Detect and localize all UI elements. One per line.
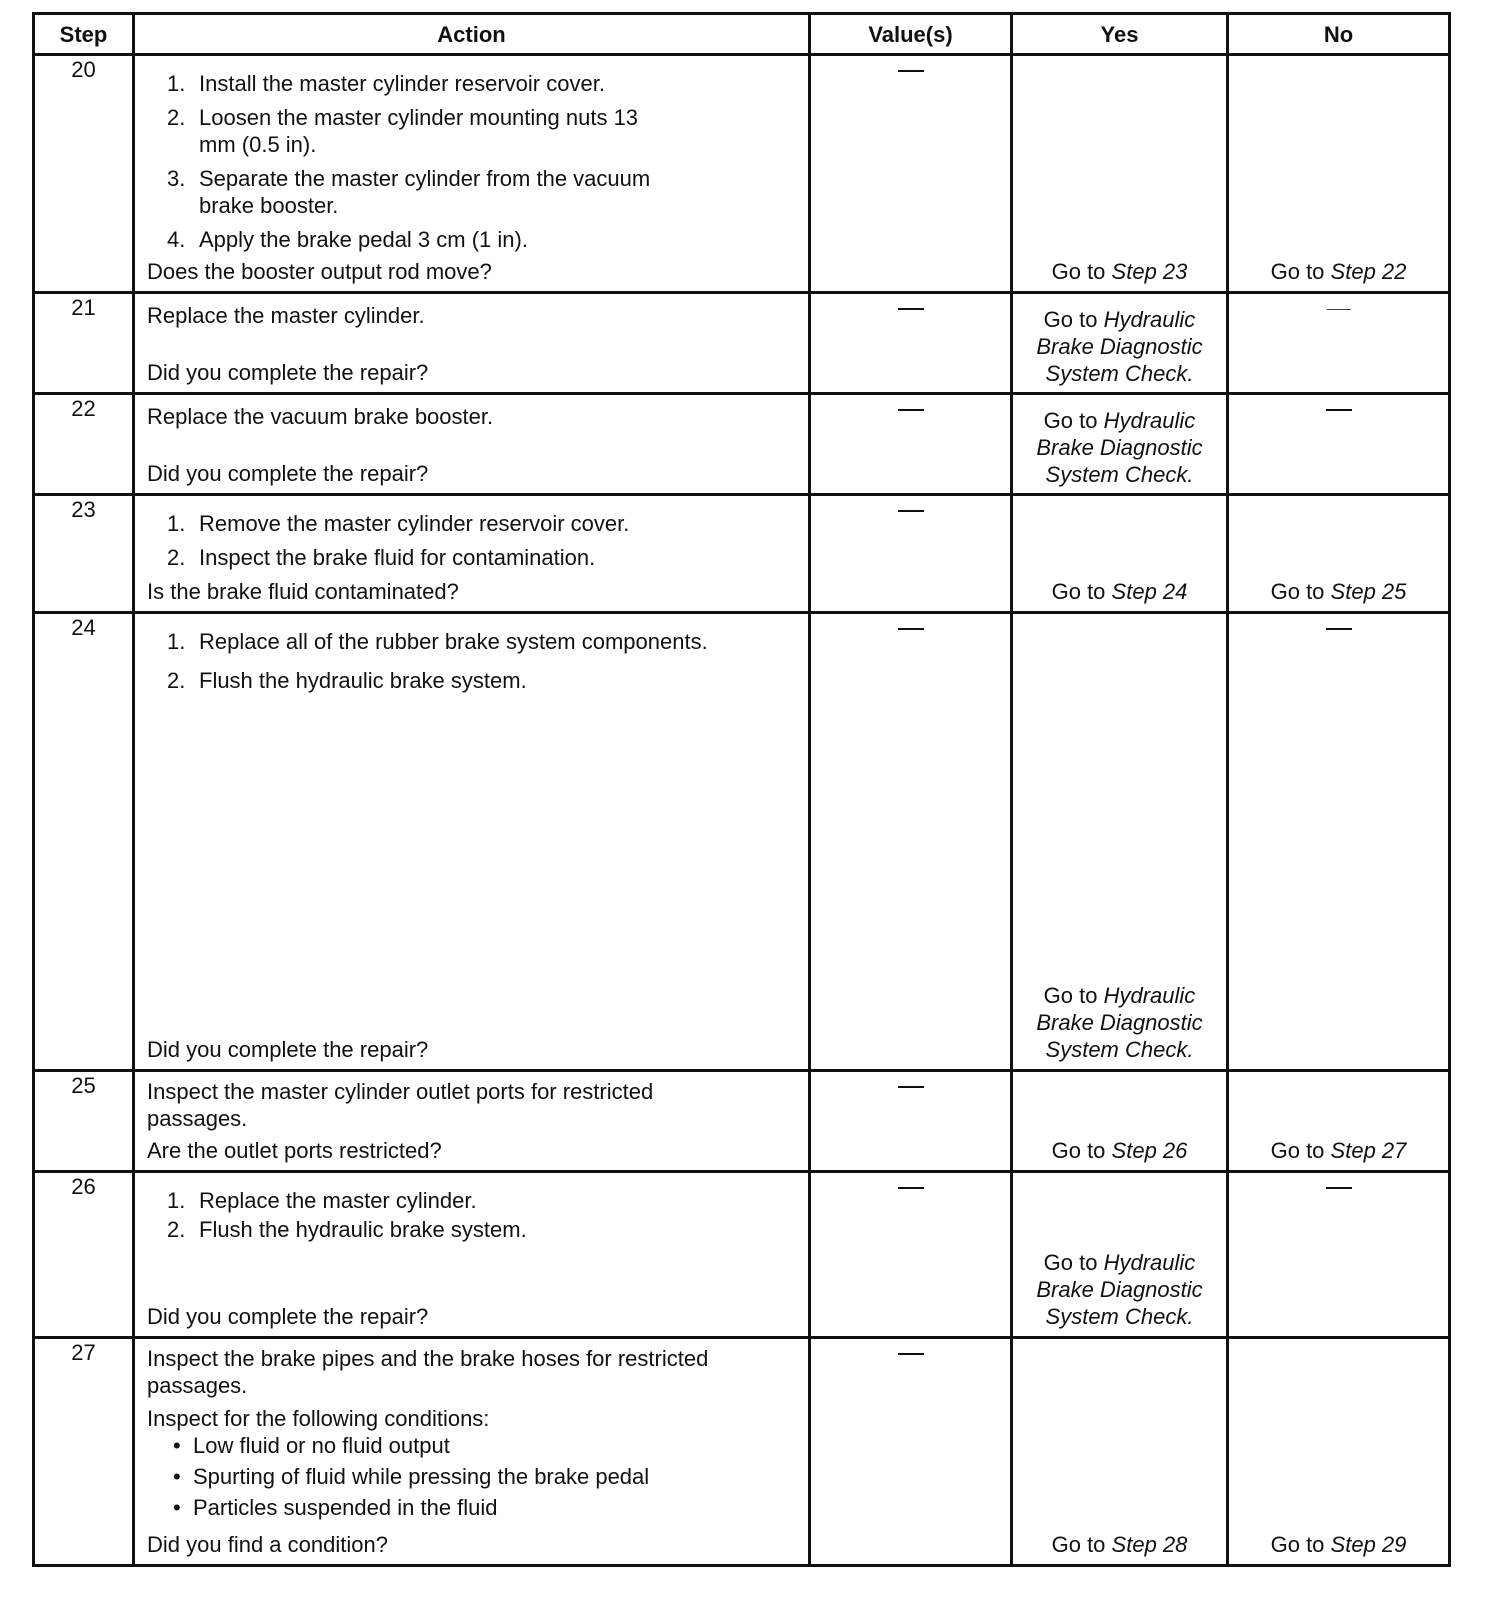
value-cell (810, 55, 1012, 293)
step-number: 27 (34, 1338, 134, 1566)
table-row-step-22 (34, 394, 1450, 495)
action-question: Does the booster output rod move? (147, 259, 492, 284)
action-steps (147, 628, 798, 694)
conditions-intro: Inspect for the following conditions: (147, 1406, 490, 1431)
action-steps (147, 70, 798, 253)
action-question: Did you complete the repair? (147, 360, 429, 385)
step-number: 26 (34, 1172, 134, 1338)
dash-mark (1327, 309, 1351, 310)
list-item: 2. Flush the hydraulic brake system. (167, 668, 527, 693)
no-cell (1228, 55, 1450, 293)
step-number: 21 (34, 293, 134, 394)
step-number: 20 (34, 55, 134, 293)
dash-mark (898, 70, 924, 72)
yes-goto-hydraulic-check: Go to Hydraulic Brake Diagnostic System Check. (1036, 307, 1203, 386)
no-goto: Go to Step 27 (1270, 1138, 1407, 1163)
dash-mark (898, 308, 924, 310)
no-goto: Go to Step 29 (1270, 1532, 1407, 1557)
no-cell (1228, 1071, 1450, 1172)
list-item: • Low fluid or no fluid output (173, 1432, 798, 1459)
action-cell (134, 55, 810, 293)
yes-goto-hydraulic-check: Go to Hydraulic Brake Diagnostic System Check. (1036, 408, 1203, 487)
action-cell (134, 1172, 810, 1338)
yes-cell (1012, 1338, 1228, 1566)
dash-mark (898, 628, 924, 630)
list-item: 1. Replace all of the rubber brake system components. (167, 629, 708, 654)
action-cell (134, 495, 810, 613)
step-number: 23 (34, 495, 134, 613)
yes-cell (1012, 613, 1228, 1071)
action-steps (147, 1187, 798, 1243)
list-item: 3. Separate the master cylinder from the vacuum brake booster. (167, 166, 651, 218)
no-cell (1228, 1338, 1450, 1566)
dash-mark (1326, 628, 1352, 630)
header-yes: Yes (1012, 14, 1228, 55)
value-cell (810, 613, 1012, 1071)
action-instruction: Replace the vacuum brake booster. (147, 404, 494, 429)
yes-cell (1012, 1071, 1228, 1172)
action-steps (147, 510, 798, 571)
dash-mark (1326, 409, 1352, 411)
yes-goto: Go to Step 24 (1051, 579, 1188, 604)
diagnostic-table (32, 12, 1451, 1567)
action-question: Did you complete the repair? (147, 1304, 429, 1329)
action-instruction: Replace the master cylinder. (147, 303, 425, 328)
value-cell (810, 1172, 1012, 1338)
header-no: No (1228, 14, 1450, 55)
dash-mark (898, 1353, 924, 1355)
yes-cell (1012, 1172, 1228, 1338)
yes-goto-hydraulic-check: Go to Hydraulic Brake Diagnostic System Check. (1036, 983, 1203, 1062)
list-item: 1. Replace the master cylinder. (167, 1188, 477, 1213)
value-cell (810, 1071, 1012, 1172)
yes-goto: Go to Step 23 (1051, 259, 1188, 284)
action-question: Is the brake fluid contaminated? (147, 579, 459, 604)
dash-mark (898, 1086, 924, 1088)
list-item: 4. Apply the brake pedal 3 cm (1 in). (167, 227, 528, 252)
yes-goto-hydraulic-check: Go to Hydraulic Brake Diagnostic System Check. (1036, 1250, 1203, 1329)
step-number: 25 (34, 1071, 134, 1172)
action-question: Did you complete the repair? (147, 461, 429, 486)
no-cell (1228, 394, 1450, 495)
action-cell (134, 613, 810, 1071)
action-cell (134, 1338, 810, 1566)
no-cell (1228, 613, 1450, 1071)
no-goto: Go to Step 25 (1270, 579, 1407, 604)
no-cell (1228, 1172, 1450, 1338)
table-row-step-26 (34, 1172, 1450, 1338)
header-action: Action (134, 14, 810, 55)
header-step: Step (34, 14, 134, 55)
value-cell (810, 495, 1012, 613)
list-item: 1. Remove the master cylinder reservoir cover. (167, 511, 630, 536)
yes-cell (1012, 394, 1228, 495)
list-item: 2. Flush the hydraulic brake system. (167, 1217, 527, 1242)
action-cell (134, 394, 810, 495)
action-cell (134, 1071, 810, 1172)
action-instruction: Inspect the master cylinder outlet ports for restricted passages. (147, 1079, 654, 1131)
step-number: 24 (34, 613, 134, 1071)
table-row-step-25 (34, 1071, 1450, 1172)
no-cell (1228, 495, 1450, 613)
yes-goto: Go to Step 26 (1051, 1138, 1188, 1163)
table-row-step-27 (34, 1338, 1450, 1566)
header-values: Value(s) (810, 14, 1012, 55)
list-item: • Spurting of fluid while pressing the brake pedal (173, 1463, 798, 1490)
dash-mark (898, 1187, 924, 1189)
table-row-step-23 (34, 495, 1450, 613)
action-cell (134, 293, 810, 394)
action-question: Are the outlet ports restricted? (147, 1138, 442, 1163)
yes-cell (1012, 55, 1228, 293)
dash-mark (898, 510, 924, 512)
table-row-step-24 (34, 613, 1450, 1071)
step-number: 22 (34, 394, 134, 495)
yes-goto: Go to Step 28 (1051, 1532, 1188, 1557)
value-cell (810, 293, 1012, 394)
yes-cell (1012, 495, 1228, 613)
header-row (34, 14, 1450, 55)
list-item: • Particles suspended in the fluid (173, 1494, 798, 1521)
list-item: 1. Install the master cylinder reservoir cover. (167, 71, 605, 96)
action-instruction: Inspect the brake pipes and the brake hoses for restricted passages. (147, 1346, 709, 1398)
table-row-step-20 (34, 55, 1450, 293)
action-question: Did you find a condition? (147, 1532, 388, 1557)
value-cell (810, 1338, 1012, 1566)
action-question: Did you complete the repair? (147, 1037, 429, 1062)
no-cell (1228, 293, 1450, 394)
table-row-step-21 (34, 293, 1450, 394)
list-item: 2. Loosen the master cylinder mounting nuts 13 mm (0.5 in). (167, 105, 639, 157)
list-item: 2. Inspect the brake fluid for contamination. (167, 545, 596, 570)
dash-mark (898, 409, 924, 411)
value-cell (810, 394, 1012, 495)
dash-mark (1326, 1187, 1352, 1189)
no-goto: Go to Step 22 (1270, 259, 1407, 284)
yes-cell (1012, 293, 1228, 394)
conditions-list (147, 1432, 798, 1521)
